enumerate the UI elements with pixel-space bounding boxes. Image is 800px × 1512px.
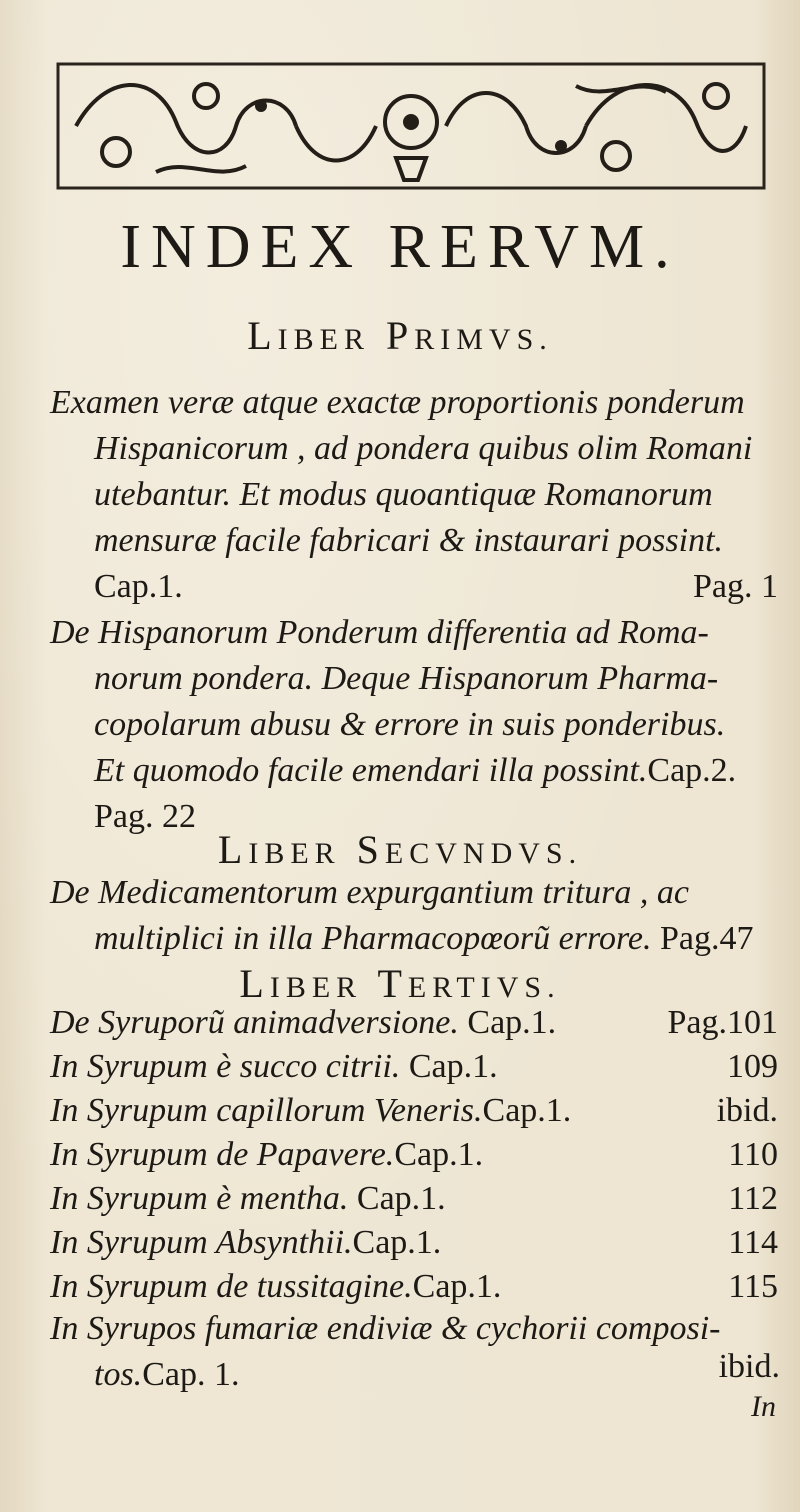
page-ref: 109	[727, 1048, 778, 1085]
index-entry: De Hispanorum Ponderum differentia ad Roma- norum pondera. Deque Hispanorum Pharma- copolarum abusu & errore in suis ponderibus. Et quomodo facile emendari illa possint.Cap.2. Pag. 22	[50, 610, 780, 840]
ornamental-headpiece	[56, 62, 766, 190]
page-ref: ibid.	[718, 1348, 780, 1385]
section-heading-liber-secundus: LIBER SECVNDVS.	[217, 827, 583, 872]
index-entry: De Medicamentorum expurgantium tritura , ac multiplici in illa Pharmacopœorũ errore. Pag.47	[50, 874, 754, 957]
index-row: In Syrupum è mentha. Cap.1. 112	[50, 1176, 778, 1222]
index-entry: In Syrupos fumariæ endiviæ & cychorii composi- tos.Cap. 1. ibid.	[50, 1310, 780, 1393]
page-ref: 115	[728, 1268, 778, 1305]
chapter-ref: Cap. 1.	[142, 1356, 240, 1393]
page-ref: 110	[728, 1136, 778, 1173]
index-row: In Syrupum capillorum Veneris.Cap.1. ibid.	[50, 1088, 778, 1134]
index-row: In Syrupum è succo citrii. Cap.1. 109	[50, 1044, 778, 1090]
section-heading-liber-primus: LIBER PRIMVS.	[247, 313, 553, 358]
page-ref: ibid.	[716, 1092, 778, 1129]
index-row: In Syrupum de tussitagine.Cap.1. 115	[50, 1264, 778, 1310]
index-row: In Syrupum Absynthii.Cap.1. 114	[50, 1220, 778, 1266]
page-ref: Pag.47	[660, 920, 754, 957]
page-ref: 112	[728, 1180, 778, 1217]
page-ref: 114	[728, 1224, 778, 1261]
section-heading-liber-tertius: LIBER TERTIVS.	[239, 961, 561, 1006]
page-title: INDEX RERVM.	[120, 213, 680, 281]
catchword: In	[751, 1390, 776, 1423]
page-ref: Pag. 22	[94, 798, 196, 835]
index-row: In Syrupum de Papavere.Cap.1. 110	[50, 1132, 778, 1178]
chapter-ref: Cap.1.	[94, 568, 183, 605]
page-ref: Pag.101	[667, 1004, 778, 1041]
page-ref: Pag. 1	[693, 568, 778, 605]
index-row: De Syruporũ animadversione. Cap.1. Pag.101	[50, 1000, 778, 1046]
index-entry: Examen veræ atque exactæ proportionis ponderum Hispanicorum , ad pondera quibus olim Romani utebantur. Et modus quoantiquæ Romanorum mensuræ facile fabricari & instaurari possint. Cap.1. Pag. 1	[50, 380, 780, 610]
chapter-ref: Cap.2.	[647, 752, 737, 789]
